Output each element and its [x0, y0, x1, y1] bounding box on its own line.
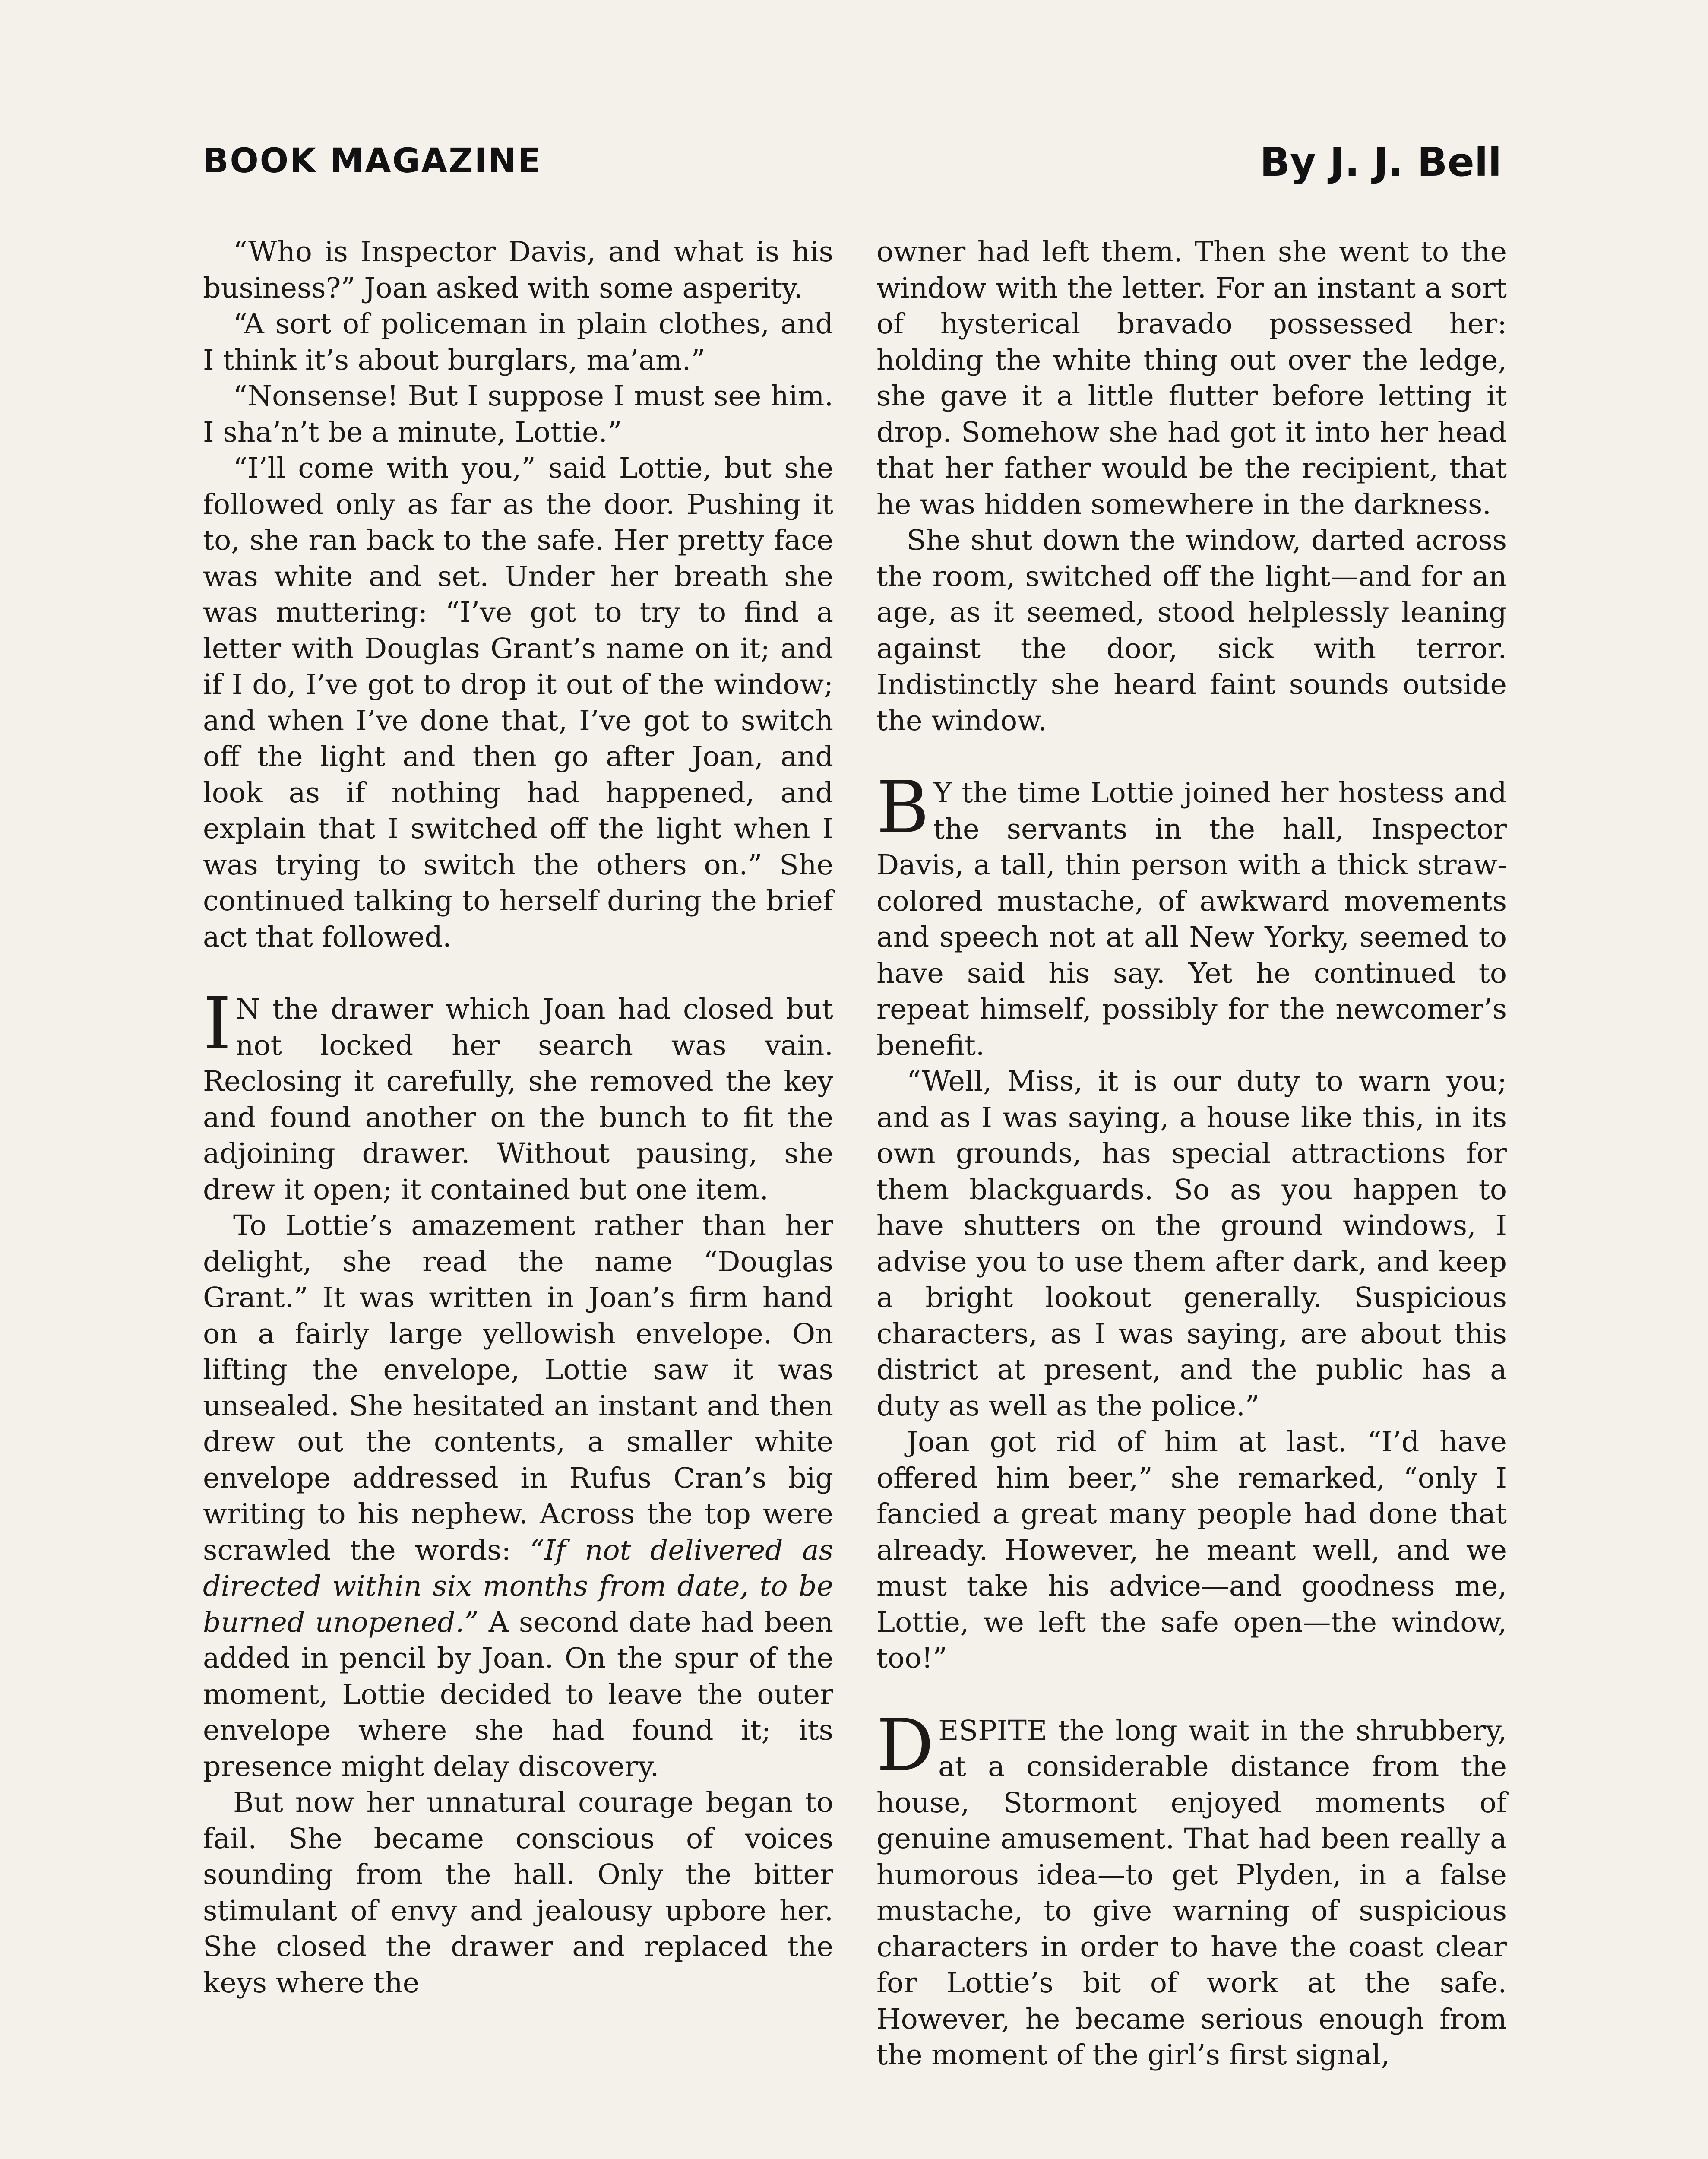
paragraph: She shut down the window, darted across the room, switched off the light—and for an age, as it seemed, stood helplessly leaning against the door, sick with terror. Indistinctly she heard faint sounds outside the window. [876, 524, 1507, 737]
paragraph: “Who is Inspector Davis, and what is his business?” Joan asked with some asperity. [203, 236, 833, 304]
paragraph: “Well, Miss, it is our duty to warn you; and as I was saying, a house like this, in its own grounds, has special attractions for them blackguards. So as you happen to have shutters on the ground windows, I advise you to use them after dark, and keep a bright lookout generally. Suspicious characters, as I was saying, are about this district at present, and the public has a duty as well as the police.” [876, 1065, 1507, 1422]
drop-cap: D [876, 1703, 934, 1787]
paragraph-text: To Lottie’s amazement rather than her delight, she read the name “Douglas Grant.” It was written in Joan’s firm hand on a fairly large yellowish envelope. On lifting the envelope, Lottie saw it was unsealed. She hesitated an instant and then drew out the contents, a smaller white envelope addressed in Rufus Cran’s big writing to his nephew. Across the top were scrawled the words: [203, 1209, 833, 1567]
drop-cap: B [876, 766, 929, 849]
paragraph-dropcap [876, 1703, 1507, 2074]
paragraph-text: N the drawer which Joan had closed but not locked her search was vain. Reclosing it carefully, she removed the key and found another on the bunch to fit the adjoining drawer. Without pausing, she drew it open; it contained but one item. [203, 993, 833, 1206]
paragraph: But now her unnatural courage began to fail. She became conscious of voices sounding from the hall. Only the bitter stimulant of envy and jealousy upbore her. She closed the drawer and replaced the keys where the [203, 1786, 833, 1999]
paragraph: Joan got rid of him at last. “I’d have offered him beer,” she remarked, “only I fancied a great many people had done that already. However, he meant well, and we must take his advice—and goodness me, Lottie, we left the safe open—the window, too!” [876, 1426, 1507, 1675]
section-break [203, 955, 833, 991]
section-break [876, 1677, 1507, 1713]
paragraph-dropcap [203, 982, 833, 1208]
paragraph: “I’ll come with you,” said Lottie, but she followed only as far as the door. Pushing it to, she ran back to the safe. Her pretty face was white and set. Under her breath she was muttering: “I’ve got to try to find a letter with Douglas Grant’s name on it; and if I do, I’ve got to drop it out of the window; and when I’ve done that, I’ve got to switch off the light and then go after Joan, and look as if nothing had happened, and explain that I switched off the light when I was trying to switch the others on.” She continued talking to herself during the brief act that followed. [203, 452, 833, 953]
paragraph-text: ESPITE the long wait in the shrubbery, at a considerable distance from the house, Stormont enjoyed moments of genuine amusement. That had been really a humorous idea—to get Plyden, in a false mustache, to give warning of suspicious characters in order to have the coast clear for Lottie’s bit of work at the safe. However, he became serious enough from the moment of the girl’s first signal, [876, 1714, 1507, 2071]
italic-quote: “If not delivered as directed within six months from date, to be burned unopened.” [203, 1534, 833, 1639]
magazine-title: BOOK MAGAZINE [203, 142, 542, 180]
paragraph: “A sort of policeman in plain clothes, and I think it’s about burglars, ma’am.” [203, 308, 833, 377]
author-byline: By J. J. Bell [1259, 139, 1502, 185]
paragraph-dropcap [876, 766, 1507, 1064]
paragraph-text: A second date had been added in pencil by Joan. On the spur of the moment, Lottie decided to leave the outer envelope where she had found it; its presence might delay discovery. [203, 1606, 833, 1783]
right-column [876, 234, 1507, 2074]
paragraph-text: Y the time Lottie joined her hostess and the servants in the hall, Inspector Davis, a tall, thin person with a thick straw-colored mustache, of awkward movements and speech not at all New Yorky, seemed to have said his say. Yet he continued to repeat himself, possibly for the newcomer’s benefit. [876, 777, 1507, 1062]
section-break [876, 739, 1507, 775]
paragraph [203, 1208, 833, 1785]
paragraph: “Nonsense! But I suppose I must see him. I sha’n’t be a minute, Lottie.” [203, 380, 833, 449]
drop-cap: I [203, 982, 231, 1066]
running-header [203, 139, 1502, 189]
left-column [203, 234, 833, 2001]
paragraph: owner had left them. Then she went to the window with the letter. For an instant a sort of hysterical bravado possessed her: holding the white thing out over the ledge, she gave it a little flutter before letting it drop. Somehow she had got it into her head that her father would be the recipient, that he was hidden somewhere in the darkness. [876, 236, 1507, 521]
